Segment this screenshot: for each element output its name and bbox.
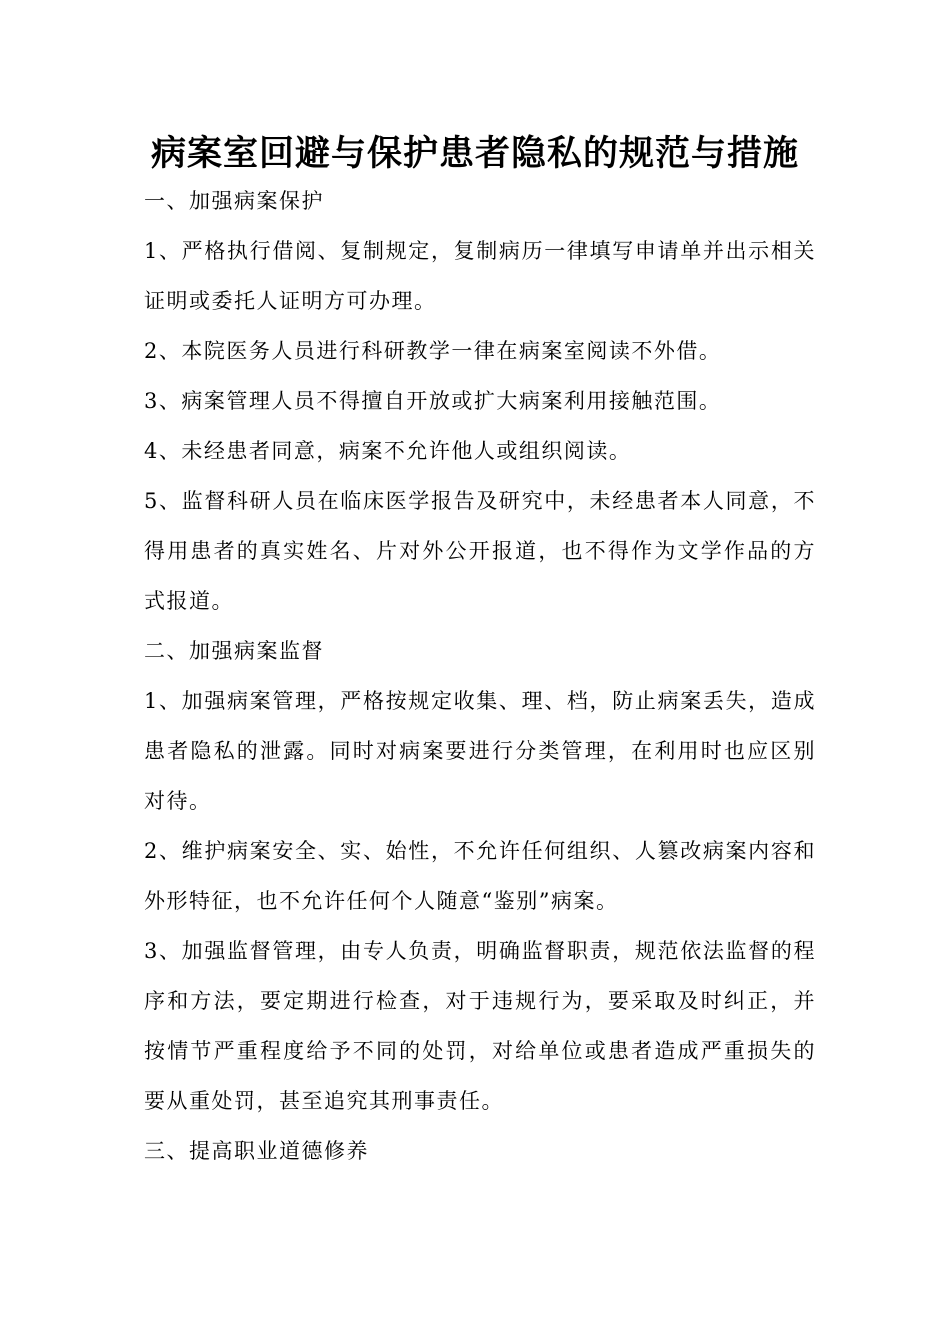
- section-heading-2: 二、加强病案监督: [144, 639, 324, 663]
- paragraph-2-1: 1、加强病案管理，严格按规定收集、理、档，防止病案丢失，造成患者隐私的泄露。同时对病案要进行分类管理，在利用时也应区别对待。: [144, 689, 816, 813]
- paragraph-1-4: 4、未经患者同意，病案不允许他人或组织阅读。: [144, 439, 632, 463]
- document-title: 病案室回避与保护患者隐私的规范与措施: [150, 133, 799, 174]
- section-heading-3: 三、提高职业道德修养: [144, 1139, 369, 1163]
- paragraph-1-5: 5、监督科研人员在临床医学报告及研究中，未经患者本人同意，不得用患者的真实姓名、片对外公开报道，也不得作为文学作品的方式报道。: [144, 489, 816, 613]
- document-body: [144, 176, 816, 1176]
- paragraph-2-3: 3、加强监督管理，由专人负责，明确监督职责，规范依法监督的程序和方法，要定期进行检查，对于违规行为，要采取及时纠正，并按情节严重程度给予不同的处罚，对给单位或患者造成严重损失的要从重处罚，甚至追究其刑事责任。: [144, 939, 816, 1113]
- paragraph-2-2: 2、维护病案安全、实、始性，不允许任何组织、人篡改病案内容和外形特征，也不允许任何个人随意“鉴别”病案。: [144, 839, 816, 913]
- paragraph-1-3: 3、病案管理人员不得擅自开放或扩大病案利用接触范围。: [144, 389, 722, 413]
- paragraph-1-2: 2、本院医务人员进行科研教学一律在病案室阅读不外借。: [144, 339, 722, 363]
- paragraph-1-1: 1、严格执行借阅、复制规定，复制病历一律填写申请单并出示相关证明或委托人证明方可办理。: [144, 239, 816, 313]
- section-heading-1: 一、加强病案保护: [144, 189, 324, 213]
